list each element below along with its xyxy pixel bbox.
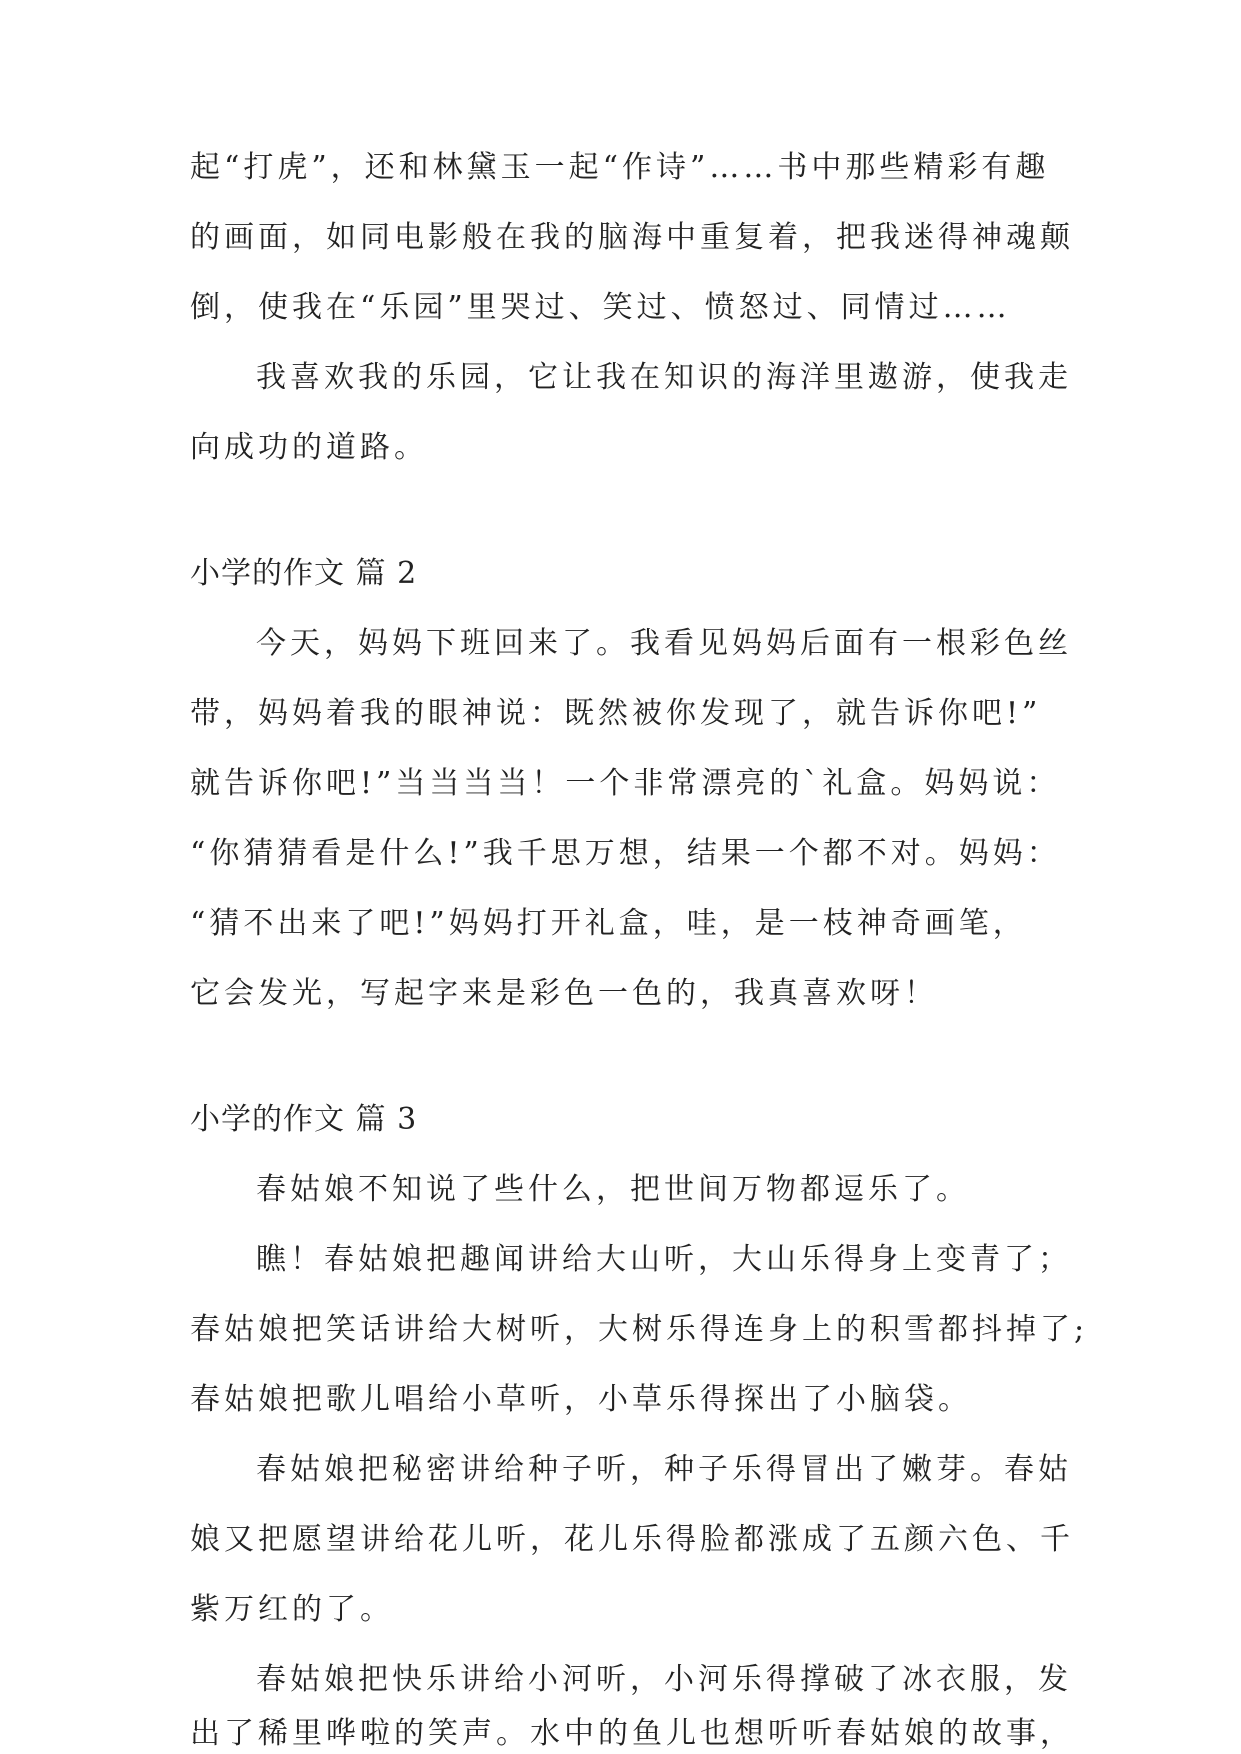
paragraph-line: 春姑娘把笑话讲给大树听，大树乐得连身上的积雪都抖掉了;: [190, 1312, 1089, 1347]
paragraph-line: 春姑娘不知说了些什么，把世间万物都逗乐了。: [256, 1172, 970, 1207]
paragraph-line: 今天，妈妈下班回来了。我看见妈妈后面有一根彩色丝: [256, 626, 1072, 661]
paragraph-line: “猜不出来了吧!”妈妈打开礼盒，哇，是一枝神奇画笔，: [190, 906, 1027, 941]
paragraph-line: 的画面，如同电影般在我的脑海中重复着，把我迷得神魂颠: [190, 220, 1074, 255]
paragraph-line: 紫万红的了。: [190, 1592, 394, 1627]
paragraph-line: 倒，使我在“乐园”里哭过、笑过、愤怒过、同情过……: [190, 290, 1011, 325]
paragraph-line: 起“打虎”，还和林黛玉一起“作诗”……书中那些精彩有趣: [190, 150, 1050, 185]
paragraph-line: 向成功的道路。: [190, 430, 428, 465]
paragraph-line: 娘又把愿望讲给花儿听，花儿乐得脸都涨成了五颜六色、千: [190, 1522, 1074, 1557]
paragraph-line: 春姑娘把秘密讲给种子听，种子乐得冒出了嫩芽。春姑: [256, 1452, 1072, 1487]
paragraph-line: 春姑娘把快乐讲给小河听，小河乐得撑破了冰衣服，发: [256, 1662, 1072, 1697]
section-heading: 小学的作文 篇 3: [190, 1102, 418, 1137]
paragraph-line: 就告诉你吧!”当当当当！一个非常漂亮的`礼盒。妈妈说：: [190, 766, 1061, 801]
paragraph-line: 春姑娘把歌儿唱给小草听，小草乐得探出了小脑袋。: [190, 1382, 972, 1417]
paragraph-line: “你猜猜看是什么!”我千思万想，结果一个都不对。妈妈：: [190, 836, 1061, 871]
section-heading: 小学的作文 篇 2: [190, 556, 418, 591]
paragraph-line: 带，妈妈着我的眼神说：既然被你发现了，就告诉你吧!”: [190, 696, 1042, 731]
paragraph-line: 出了稀里哗啦的笑声。水中的鱼儿也想听听春姑娘的故事，: [190, 1716, 1074, 1751]
paragraph-line: 瞧！春姑娘把趣闻讲给大山听，大山乐得身上变青了；: [256, 1242, 1072, 1277]
paragraph-line: 我喜欢我的乐园，它让我在知识的海洋里遨游，使我走: [256, 360, 1072, 395]
paragraph-line: 它会发光，写起字来是彩色一色的，我真喜欢呀！: [190, 976, 938, 1011]
